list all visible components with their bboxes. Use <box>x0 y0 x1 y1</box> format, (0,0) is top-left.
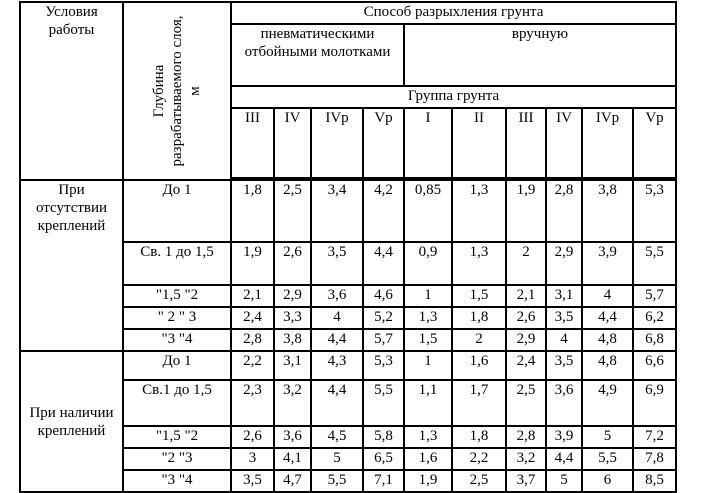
value-cell: 2,9 <box>506 329 546 351</box>
value-cell: 3,9 <box>546 426 582 448</box>
value-cell: 4 <box>546 329 582 351</box>
value-cell: 4,8 <box>582 329 633 351</box>
depth-cell: "1,5 "2 <box>123 285 231 307</box>
value-cell: 1,3 <box>452 180 506 242</box>
table-row <box>20 180 676 242</box>
header-depth-text: Глубина разрабатываемого слоя, м <box>151 15 203 167</box>
value-cell: 3,5 <box>311 242 363 285</box>
value-cell: 4,9 <box>582 380 633 426</box>
group-label: III <box>506 108 546 178</box>
value-cell: 3,2 <box>274 380 311 426</box>
value-cell: 4,4 <box>311 329 363 351</box>
value-cell: 3,6 <box>311 285 363 307</box>
value-cell: 4,5 <box>311 426 363 448</box>
depth-cell: До 1 <box>123 180 231 242</box>
value-cell: 4,4 <box>311 380 363 426</box>
value-cell: 1,9 <box>231 242 274 285</box>
depth-cell: "2 "3 <box>123 448 231 470</box>
value-cell: 1,7 <box>452 380 506 426</box>
value-cell: 2,2 <box>231 351 274 380</box>
value-cell: 5,8 <box>363 426 404 448</box>
value-cell: 2,5 <box>274 180 311 242</box>
value-cell: 2 <box>506 242 546 285</box>
value-cell: 7,1 <box>363 470 404 492</box>
value-cell: 5,5 <box>582 448 633 470</box>
value-cell: 5 <box>311 448 363 470</box>
value-cell: 6,2 <box>633 307 676 329</box>
header-conditions: Условия работы <box>20 2 123 180</box>
group-label: IVр <box>311 108 363 178</box>
depth-cell: Св. 1 до 1,5 <box>123 242 231 285</box>
value-cell: 1,1 <box>404 380 452 426</box>
value-cell: 2,4 <box>231 307 274 329</box>
depth-cell: "3 "4 <box>123 470 231 492</box>
value-cell: 1,8 <box>452 426 506 448</box>
value-cell: 1,6 <box>452 351 506 380</box>
value-cell: 3,8 <box>274 329 311 351</box>
value-cell: 2,8 <box>231 329 274 351</box>
condition-cell: При наличии креплений <box>20 351 123 492</box>
value-cell: 3,1 <box>274 351 311 380</box>
group-label: IV <box>274 108 311 178</box>
value-cell: 4,1 <box>274 448 311 470</box>
value-cell: 1 <box>404 285 452 307</box>
value-cell: 3,8 <box>582 180 633 242</box>
value-cell: 7,2 <box>633 426 676 448</box>
value-cell: 2,8 <box>546 180 582 242</box>
value-cell: 3,5 <box>546 307 582 329</box>
group-label: II <box>452 108 506 178</box>
value-cell: 4 <box>582 285 633 307</box>
depth-cell: "1,5 "2 <box>123 426 231 448</box>
condition-cell: При отсутствии креплений <box>20 180 123 351</box>
value-cell: 1 <box>404 351 452 380</box>
value-cell: 3,4 <box>311 180 363 242</box>
value-cell: 3,3 <box>274 307 311 329</box>
value-cell: 1,8 <box>452 307 506 329</box>
value-cell: 1,3 <box>404 426 452 448</box>
value-cell: 3 <box>231 448 274 470</box>
value-cell: 1,3 <box>452 242 506 285</box>
value-cell: 2,5 <box>506 380 546 426</box>
value-cell: 2,6 <box>231 426 274 448</box>
value-cell: 5,5 <box>311 470 363 492</box>
value-cell: 4,4 <box>546 448 582 470</box>
value-cell: 6,5 <box>363 448 404 470</box>
value-cell: 7,8 <box>633 448 676 470</box>
group-label: IV <box>546 108 582 178</box>
value-cell: 4,7 <box>274 470 311 492</box>
value-cell: 5,2 <box>363 307 404 329</box>
group-label: III <box>231 108 274 178</box>
value-cell: 2,2 <box>452 448 506 470</box>
value-cell: 4,4 <box>363 242 404 285</box>
value-cell: 1,6 <box>404 448 452 470</box>
value-cell: 1,3 <box>404 307 452 329</box>
value-cell: 6,8 <box>633 329 676 351</box>
group-label: I <box>404 108 452 178</box>
value-cell: 5,7 <box>633 285 676 307</box>
value-cell: 2,9 <box>546 242 582 285</box>
value-cell: 5,3 <box>633 180 676 242</box>
header-depth <box>123 2 231 180</box>
depth-cell: Св.1 до 1,5 <box>123 380 231 426</box>
value-cell: 3,5 <box>546 351 582 380</box>
value-cell: 4,3 <box>311 351 363 380</box>
header-soil-group: Группа грунта <box>231 86 676 108</box>
group-label: Vр <box>633 108 676 178</box>
header-manual: вручную <box>404 24 676 86</box>
value-cell: 1,5 <box>404 329 452 351</box>
value-cell: 0,9 <box>404 242 452 285</box>
value-cell: 4,6 <box>363 285 404 307</box>
value-cell: 2,4 <box>506 351 546 380</box>
value-cell: 5,5 <box>363 380 404 426</box>
value-cell: 3,6 <box>546 380 582 426</box>
value-cell: 3,7 <box>506 470 546 492</box>
norms-table <box>19 1 677 493</box>
value-cell: 4,8 <box>582 351 633 380</box>
group-label: Vр <box>363 108 404 178</box>
header-pneumatic: пневматическими отбойными молотками <box>231 24 404 86</box>
value-cell: 5,7 <box>363 329 404 351</box>
value-cell: 5 <box>582 426 633 448</box>
value-cell: 4,2 <box>363 180 404 242</box>
value-cell: 2,6 <box>506 307 546 329</box>
value-cell: 4 <box>311 307 363 329</box>
value-cell: 2,8 <box>506 426 546 448</box>
value-cell: 6 <box>582 470 633 492</box>
table-row <box>20 351 676 380</box>
value-cell: 2,6 <box>274 242 311 285</box>
value-cell: 3,2 <box>506 448 546 470</box>
value-cell: 5,5 <box>633 242 676 285</box>
group-label: IVр <box>582 108 633 178</box>
value-cell: 5,3 <box>363 351 404 380</box>
value-cell: 2,1 <box>506 285 546 307</box>
value-cell: 2,1 <box>231 285 274 307</box>
value-cell: 1,8 <box>231 180 274 242</box>
value-cell: 3,9 <box>582 242 633 285</box>
value-cell: 1,9 <box>506 180 546 242</box>
depth-cell: "3 "4 <box>123 329 231 351</box>
value-cell: 2,9 <box>274 285 311 307</box>
value-cell: 4,4 <box>582 307 633 329</box>
value-cell: 1,9 <box>404 470 452 492</box>
value-cell: 2 <box>452 329 506 351</box>
header-method: Способ разрыхления грунта <box>231 2 676 24</box>
value-cell: 3,1 <box>546 285 582 307</box>
value-cell: 0,85 <box>404 180 452 242</box>
value-cell: 2,3 <box>231 380 274 426</box>
value-cell: 1,5 <box>452 285 506 307</box>
value-cell: 6,9 <box>633 380 676 426</box>
value-cell: 3,5 <box>231 470 274 492</box>
value-cell: 8,5 <box>633 470 676 492</box>
value-cell: 5 <box>546 470 582 492</box>
depth-cell: " 2 " 3 <box>123 307 231 329</box>
value-cell: 6,6 <box>633 351 676 380</box>
value-cell: 2,5 <box>452 470 506 492</box>
value-cell: 3,6 <box>274 426 311 448</box>
depth-cell: До 1 <box>123 351 231 380</box>
